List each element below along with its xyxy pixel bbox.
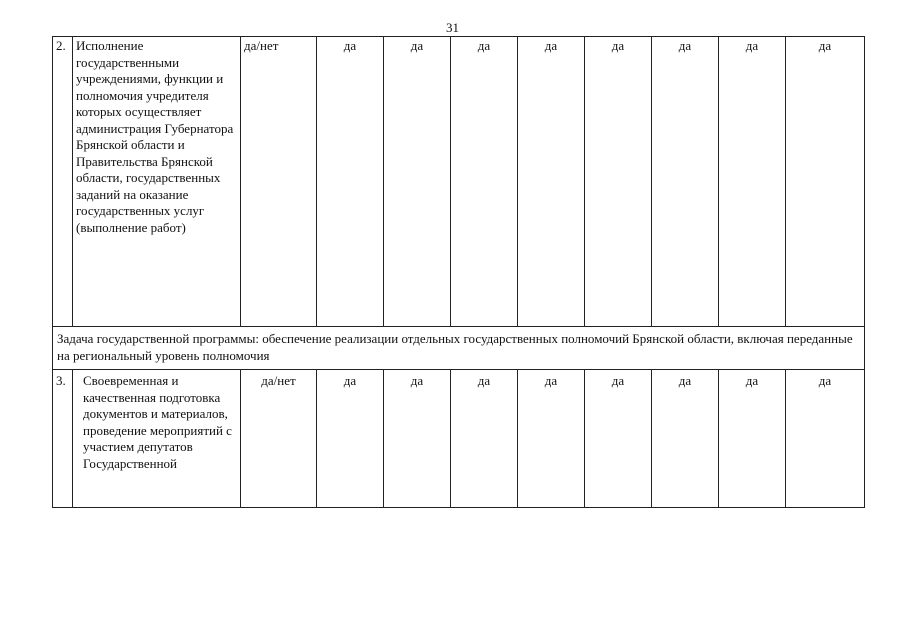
unit-cell: да/нет xyxy=(241,37,317,327)
unit-cell: да/нет xyxy=(241,370,317,508)
task-text: Задача государственной программы: обеспечение реализации отдельных государственных полномочий Брянской области, включая переданные на региональный уровень полномочия xyxy=(53,327,865,370)
row-number: 2. xyxy=(53,37,73,327)
indicator-name: Исполнение государственными учреждениями, функции и полномочия учредителя которых осуществляет администрация Губернатора Брянской области и Правительства Брянской области, государственных заданий на оказание государственных услуг (выполнение работ) xyxy=(73,37,241,327)
value-cell: да xyxy=(585,370,652,508)
value-cell: да xyxy=(518,370,585,508)
value-cell: да xyxy=(719,370,786,508)
value-cell: да xyxy=(384,37,451,327)
value-cell: да xyxy=(652,370,719,508)
row-number: 3. xyxy=(53,370,73,508)
table-row xyxy=(53,37,865,327)
value-cell: да xyxy=(786,370,865,508)
value-cell: да xyxy=(384,370,451,508)
indicators-table xyxy=(52,36,865,508)
task-row xyxy=(53,327,865,370)
value-cell: да xyxy=(451,370,518,508)
page-number: 31 xyxy=(446,20,459,35)
value-cell: да xyxy=(786,37,865,327)
table-row xyxy=(53,370,865,508)
value-cell: да xyxy=(317,37,384,327)
value-cell: да xyxy=(719,37,786,327)
value-cell: да xyxy=(317,370,384,508)
value-cell: да xyxy=(652,37,719,327)
indicator-name: Своевременная и качественная подготовка документов и материалов, проведение мероприятий с участием депутатов Государственной xyxy=(73,370,241,508)
value-cell: да xyxy=(585,37,652,327)
value-cell: да xyxy=(451,37,518,327)
value-cell: да xyxy=(518,37,585,327)
